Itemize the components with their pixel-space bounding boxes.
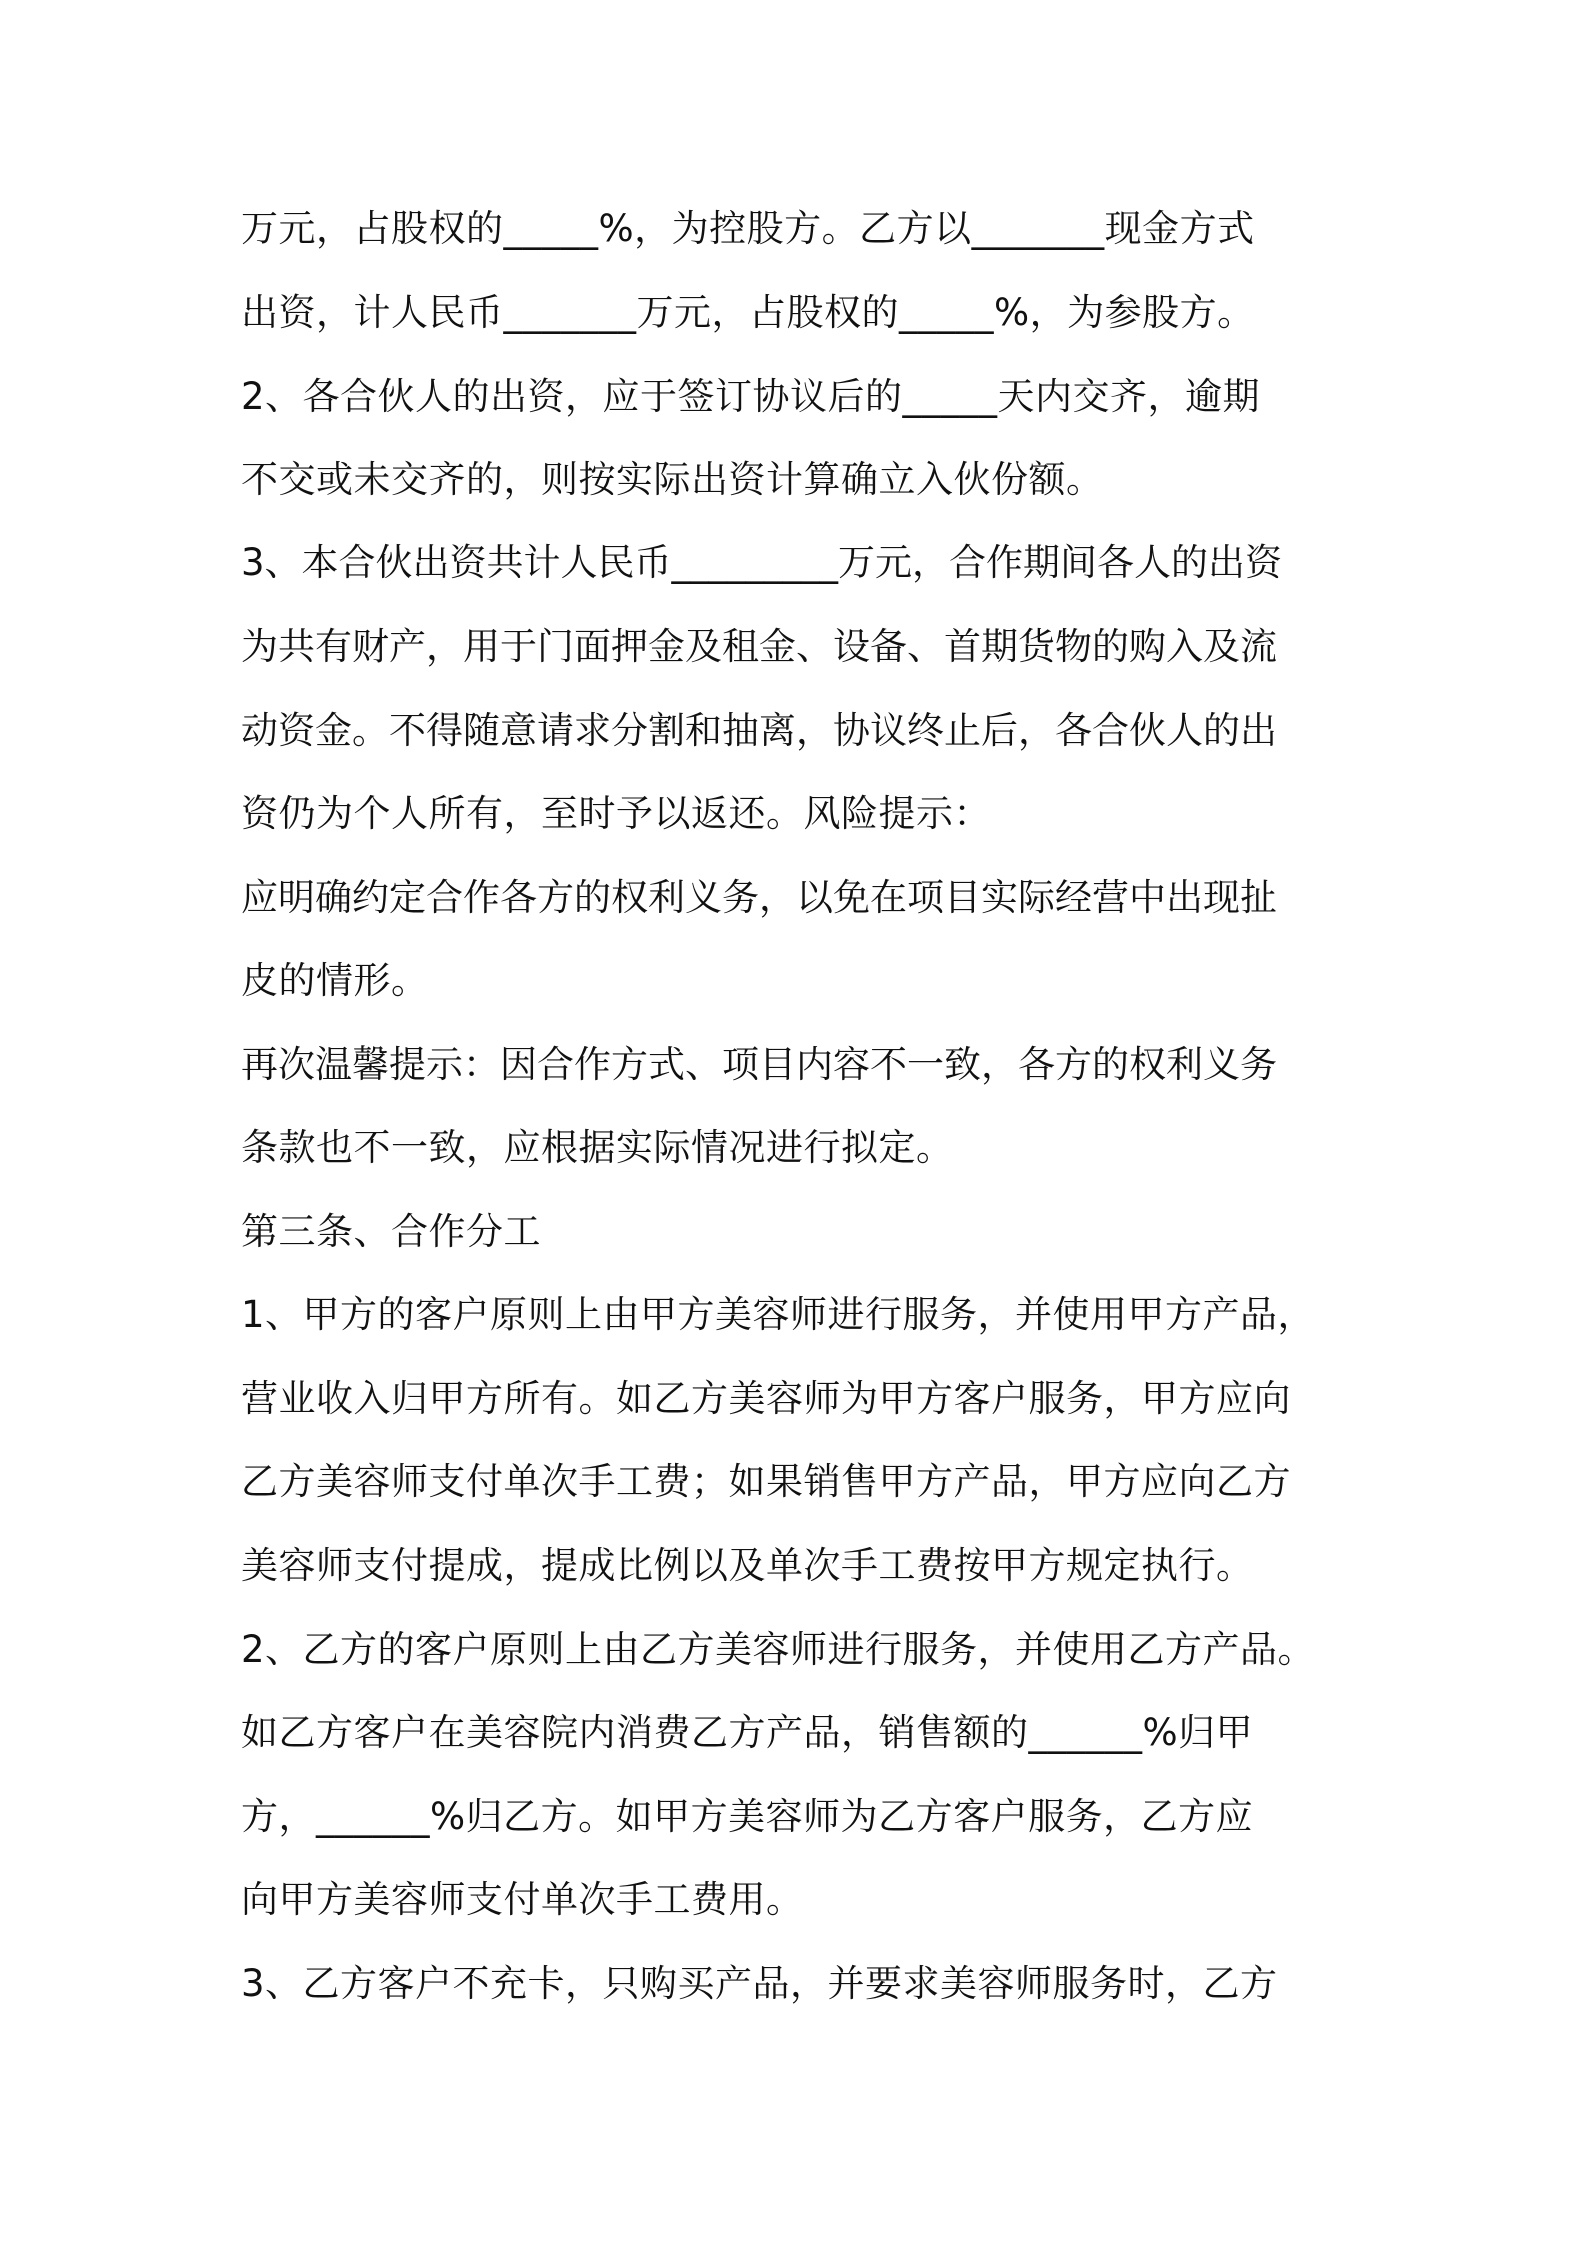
text-line: 为共有财产，用于门面押金及租金、设备、首期货物的购入及流 (241, 625, 1277, 668)
text-line: 2、乙方的客户原则上由乙方美容师进行服务，并使用乙方产品。 (241, 1628, 1316, 1671)
text-line: 应明确约定合作各方的权利义务，以免在项目实际经营中出现扯 (241, 876, 1277, 919)
text-line: 出资，计人民币_______万元，占股权的_____%，为参股方。 (241, 291, 1255, 334)
text-line: 资仍为个人所有，至时予以返还。风险提示： (241, 792, 991, 835)
text-line: 不交或未交齐的，则按实际出资计算确立入伙份额。 (241, 458, 1104, 501)
text-line: 3、本合伙出资共计人民币_________万元，合作期间各人的出资 (241, 541, 1283, 584)
text-line: 如乙方客户在美容院内消费乙方产品，销售额的______%归甲 (241, 1711, 1254, 1754)
text-line: 2、各合伙人的出资，应于签订协议后的_____天内交齐，逾期 (241, 375, 1261, 418)
text-line: 美容师支付提成，提成比例以及单次手工费按甲方规定执行。 (241, 1544, 1254, 1587)
section-heading: 第三条、合作分工 (241, 1210, 541, 1253)
text-line: 动资金。不得随意请求分割和抽离，协议终止后，各合伙人的出 (241, 709, 1277, 752)
text-line: 向甲方美容师支付单次手工费用。 (241, 1878, 804, 1921)
text-line: 乙方美容师支付单次手工费；如果销售甲方产品，甲方应向乙方 (241, 1460, 1291, 1503)
text-line: 营业收入归甲方所有。如乙方美容师为甲方客户服务，甲方应向 (241, 1377, 1291, 1420)
text-line: 条款也不一致，应根据实际情况进行拟定。 (241, 1126, 954, 1169)
text-line: 方，______%归乙方。如甲方美容师为乙方客户服务，乙方应 (241, 1795, 1254, 1838)
text-line: 万元，占股权的_____%，为控股方。乙方以_______现金方式 (241, 207, 1255, 250)
text-line: 1、甲方的客户原则上由甲方美容师进行服务，并使用甲方产品， (241, 1293, 1316, 1336)
text-line: 皮的情形。 (241, 959, 429, 1002)
text-line: 再次温馨提示：因合作方式、项目内容不一致，各方的权利义务 (241, 1043, 1277, 1086)
text-line: 3、乙方客户不充卡，只购买产品，并要求美容师服务时，乙方 (241, 1962, 1278, 2005)
